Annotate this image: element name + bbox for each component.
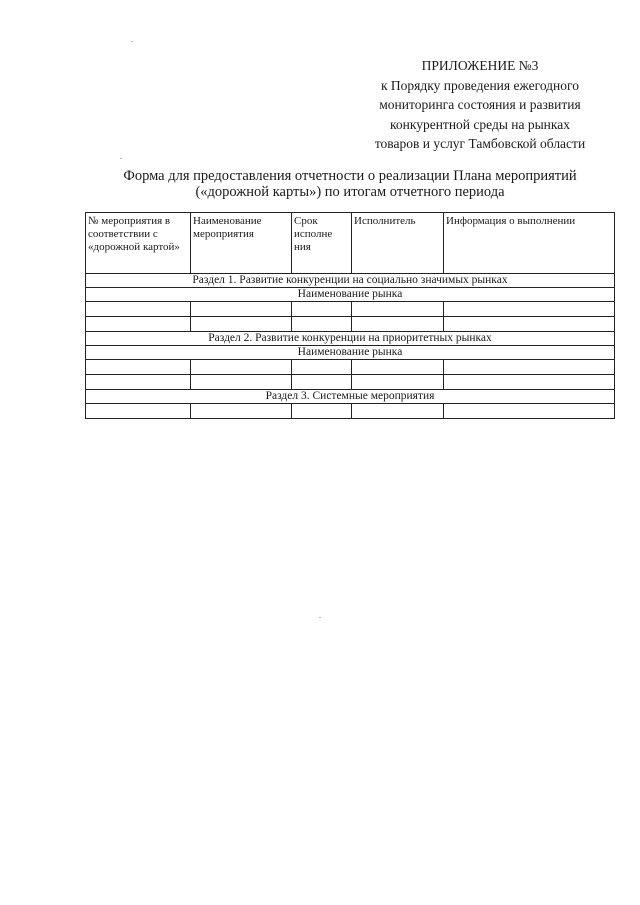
table-cell[interactable] [86, 360, 191, 375]
appendix-line: мониторинга состояния и развития [379, 97, 581, 112]
form-title-line-1: Форма для предоставления отчетности о реализации Плана мероприятий [123, 168, 577, 184]
table-cell[interactable] [352, 317, 444, 332]
table-row [86, 302, 615, 317]
form-title-line-2: («дорожной карты») по итогам отчетного периода [195, 184, 505, 200]
scan-speck [319, 617, 321, 618]
table-cell[interactable] [444, 404, 615, 419]
table-cell[interactable] [292, 317, 352, 332]
market-row [86, 288, 615, 302]
table-cell[interactable] [352, 404, 444, 419]
table-row [86, 360, 615, 375]
table-cell[interactable] [191, 404, 292, 419]
market-1-heading: Наименование рынка [86, 288, 615, 302]
table-cell[interactable] [86, 375, 191, 390]
appendix-title: ПРИЛОЖЕНИЕ №3 [421, 58, 539, 73]
report-table [85, 212, 615, 419]
market-row [86, 346, 615, 360]
table-cell[interactable] [191, 302, 292, 317]
table-cell[interactable] [444, 360, 615, 375]
section-row [86, 274, 615, 288]
scan-speck [131, 41, 133, 42]
table-row [86, 375, 615, 390]
table-row [86, 404, 615, 419]
table-cell[interactable] [352, 375, 444, 390]
section-2-heading: Раздел 2. Развитие конкуренции на приоритетных рынках [86, 332, 615, 346]
appendix-line: товаров и услуг Тамбовской области [374, 136, 586, 151]
table-cell[interactable] [191, 360, 292, 375]
table-row [86, 317, 615, 332]
table-cell[interactable] [292, 404, 352, 419]
header-cell-executor: Исполнитель [352, 213, 444, 274]
table-cell[interactable] [86, 404, 191, 419]
table-cell[interactable] [444, 302, 615, 317]
table-cell[interactable] [444, 375, 615, 390]
appendix-header [350, 56, 610, 154]
appendix-line: к Порядку проведения ежегодного [381, 77, 579, 93]
header-cell-deadline: Срок исполне ния [292, 213, 352, 274]
market-2-heading: Наименование рынка [86, 346, 615, 360]
scan-speck [120, 158, 122, 159]
table-header-row [86, 213, 615, 274]
table-cell[interactable] [352, 360, 444, 375]
section-row [86, 390, 615, 404]
table-cell[interactable] [292, 375, 352, 390]
header-cell-info: Информация о выполнении [444, 213, 615, 274]
header-cell-number: № мероприятия в соответствии с «дорожной картой» [86, 213, 191, 274]
header-cell-name: Наименование мероприятия [191, 213, 292, 274]
table-cell[interactable] [292, 360, 352, 375]
table-cell[interactable] [191, 317, 292, 332]
table-cell[interactable] [444, 317, 615, 332]
table-cell[interactable] [352, 302, 444, 317]
section-3-heading: Раздел 3. Системные мероприятия [86, 390, 615, 404]
form-title [90, 168, 610, 200]
section-row [86, 332, 615, 346]
appendix-line: конкурентной среды на рынках [389, 116, 570, 132]
section-1-heading: Раздел 1. Развитие конкуренции на социально значимых рынках [86, 274, 615, 288]
table-cell[interactable] [86, 317, 191, 332]
table-cell[interactable] [86, 302, 191, 317]
table-cell[interactable] [191, 375, 292, 390]
table-cell[interactable] [292, 302, 352, 317]
